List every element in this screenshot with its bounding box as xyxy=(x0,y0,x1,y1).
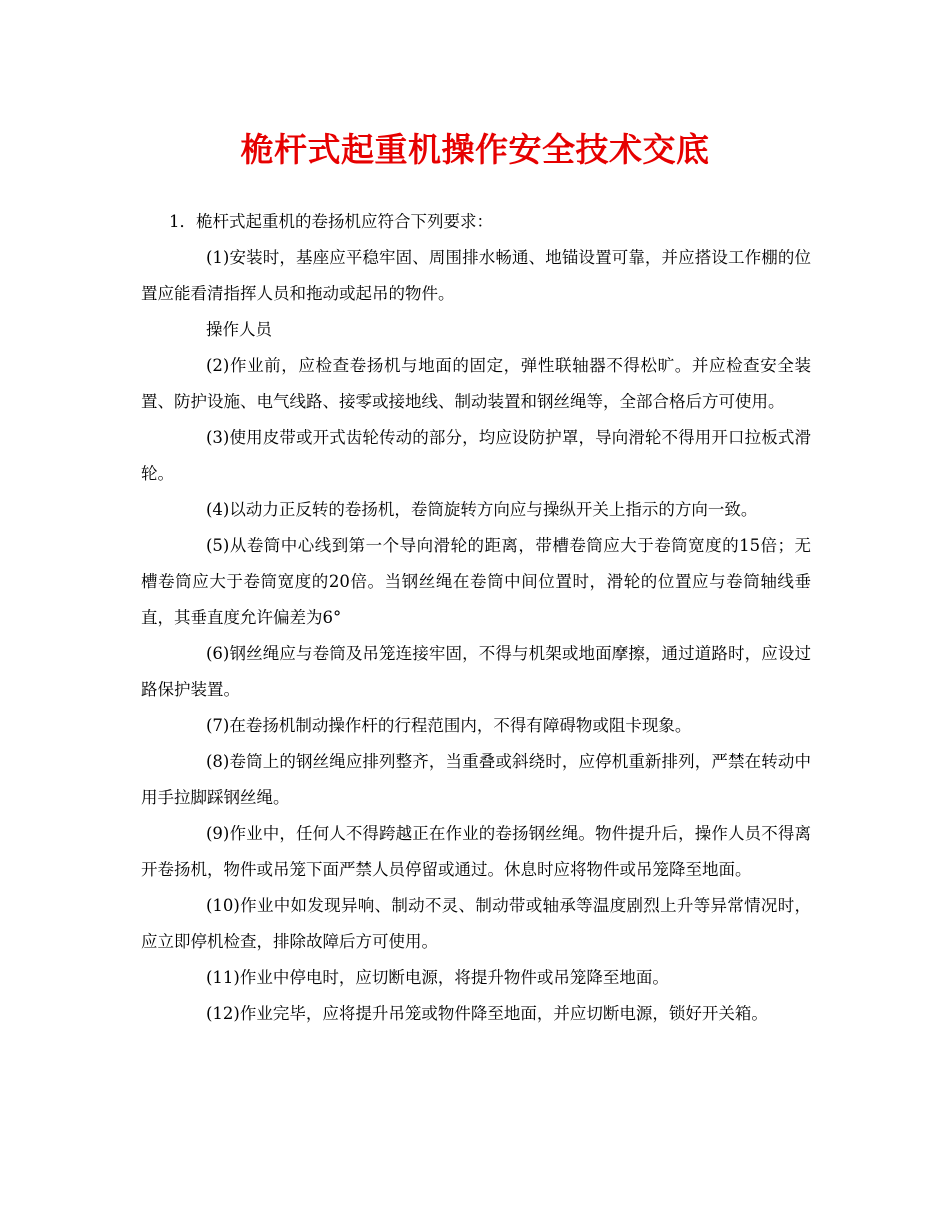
paragraph-item-3: (3)使用皮带或开式齿轮传动的部分，均应设防护罩，导向滑轮不得用开口拉板式滑轮。 xyxy=(141,428,811,483)
paragraph-item-7: (7)在卷扬机制动操作杆的行程范围内，不得有障碍物或阻卡现象。 xyxy=(206,716,692,735)
paragraph-item-4: (4)以动力正反转的卷扬机，卷筒旋转方向应与操纵开关上指示的方向一致。 xyxy=(206,500,758,519)
paragraph-item-1: (1)安装时，基座应平稳牢固、周围排水畅通、地锚设置可靠，并应搭设工作棚的位置应能看清指挥人员和拖动或起吊的物件。 xyxy=(141,248,811,303)
paragraph-item-10: (10)作业中如发现异响、制动不灵、制动带或轴承等温度剧烈上升等异常情况时，应立即停机检查，排除故障后方可使用。 xyxy=(141,896,811,951)
section-heading: 1．桅杆式起重机的卷扬机应符合下列要求： xyxy=(169,212,493,231)
paragraph-item-5: (5)从卷筒中心线到第一个导向滑轮的距离，带槽卷筒应大于卷筒宽度的15倍；无槽卷筒应大于卷筒宽度的20倍。当钢丝绳在卷筒中间位置时，滑轮的位置应与卷筒轴线垂直，其垂直度允许偏差为6° xyxy=(141,536,811,627)
paragraph-item-11: (11)作业中停电时，应切断电源，将提升物件或吊笼降至地面。 xyxy=(206,968,669,987)
document-body xyxy=(141,204,811,1032)
paragraph-item-8: (8)卷筒上的钢丝绳应排列整齐，当重叠或斜绕时，应停机重新排列，严禁在转动中用手拉脚踩钢丝绳。 xyxy=(141,752,811,807)
paragraph-item-12: (12)作业完毕，应将提升吊笼或物件降至地面，并应切断电源，锁好开关箱。 xyxy=(206,1004,768,1023)
paragraph-item-6: (6)钢丝绳应与卷筒及吊笼连接牢固，不得与机架或地面摩擦，通过道路时，应设过路保护装置。 xyxy=(141,644,811,699)
paragraph-item-9: (9)作业中，任何人不得跨越正在作业的卷扬钢丝绳。物件提升后，操作人员不得离开卷扬机，物件或吊笼下面严禁人员停留或通过。休息时应将物件或吊笼降至地面。 xyxy=(141,824,811,879)
paragraph-note: 操作人员 xyxy=(206,320,272,339)
paragraph-item-2: (2)作业前，应检查卷扬机与地面的固定，弹性联轴器不得松旷。并应检查安全装置、防护设施、电气线路、接零或接地线、制动装置和钢丝绳等，全部合格后方可使用。 xyxy=(141,356,811,411)
document-title: 桅杆式起重机操作安全技术交底 xyxy=(240,130,710,169)
